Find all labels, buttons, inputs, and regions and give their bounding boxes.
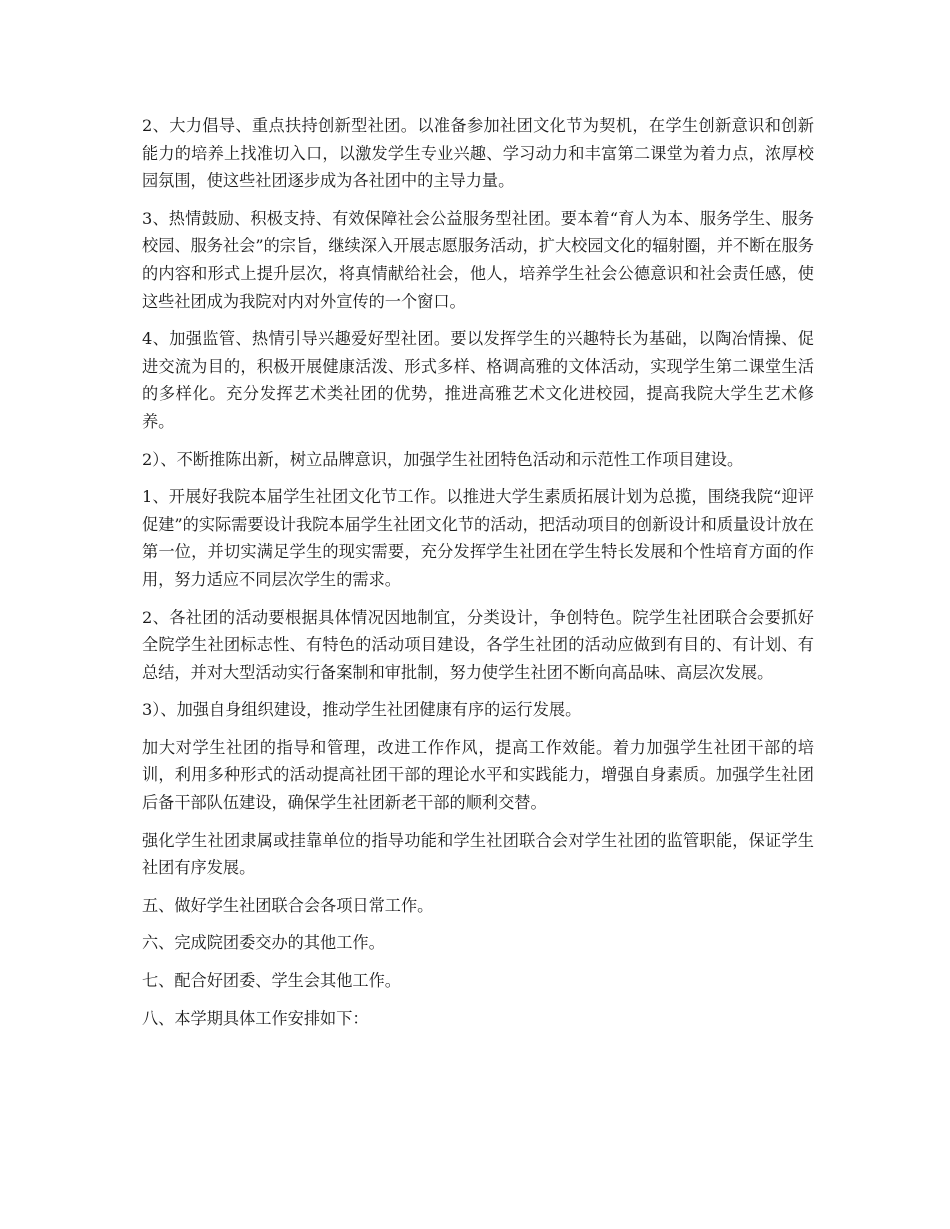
paragraph-culture-festival: 1、开展好我院本届学生社团文化节工作。以推进大学生素质拓展计划为总揽，围绕我院“迎评促建”的实际需要设计我院本届学生社团文化节的活动，把活动项目的创新设计和质量设计放在第一位，并切实满足学生的现实需要，充分发挥学生社团在学生特长发展和个性培育方面的作用，努力适应不同层次学生的需求。 [142, 487, 814, 589]
paragraph-innovation-clubs: 2、大力倡导、重点扶持创新型社团。以准备参加社团文化节为契机，在学生创新意识和创新能力的培养上找准切入口，以激发学生专业兴趣、学习动力和丰富第二课堂为着力点，浓厚校园氛围，使这些社团逐步成为各社团中的主导力量。 [142, 116, 814, 191]
paragraph-club-activities: 2、各社团的活动要根据具体情况因地制宜，分类设计，争创特色。院学生社团联合会要抓好全院学生社团标志性、有特色的活动项目建设，各学生社团的活动应做到有目的、有计划、有总结，并对大型活动实行备案制和审批制，努力使学生社团不断向高品味、高层次发展。 [142, 607, 814, 682]
paragraph-supervision: 强化学生社团隶属或挂靠单位的指导功能和学生社团联合会对学生社团的监管职能，保证学生社团有序发展。 [142, 830, 814, 878]
paragraph-hobby-clubs: 4、加强监管、热情引导兴趣爱好型社团。要以发挥学生的兴趣特长为基础，以陶冶情操、促进交流为目的，积极开展健康活泼、形式多样、格调高雅的文体活动，实现学生第二课堂生活的多样化。充分发挥艺术类社团的优势，推进高雅艺术文化进校园，提高我院大学生艺术修养。 [142, 329, 814, 431]
heading-organization-building: 3）、加强自身组织建设，推动学生社团健康有序的运行发展。 [142, 700, 582, 720]
paragraph-guidance-management: 加大对学生社团的指导和管理，改进工作作风，提高工作效能。着力加强学生社团干部的培训，利用多种形式的活动提高社团干部的理论水平和实践能力，增强自身素质。加强学生社团后备干部队伍建设，确保学生社团新老干部的顺利交替。 [142, 737, 814, 813]
item-schedule: 八、本学期具体工作安排如下： [142, 1008, 369, 1028]
document-body [142, 112, 814, 1042]
heading-brand-awareness: 2）、不断推陈出新，树立品牌意识，加强学生社团特色活动和示范性工作项目建设。 [142, 449, 744, 469]
paragraph-public-service-clubs: 3、热情鼓励、积极支持、有效保障社会公益服务型社团。要本着“育人为本、服务学生、服务校园、服务社会”的宗旨，继续深入开展志愿服务活动，扩大校园文化的辐射圈，并不断在服务的内容和形式上提升层次，将真情献给社会，他人，培养学生社会公德意识和社会责任感，使这些社团成为我院对内对外宣传的一个窗口。 [142, 208, 814, 311]
item-assigned-work: 六、完成院团委交办的其他工作。 [142, 933, 385, 953]
item-cooperation: 七、配合好团委、学生会其他工作。 [142, 971, 401, 991]
item-daily-work: 五、做好学生社团联合会各项日常工作。 [142, 895, 434, 915]
